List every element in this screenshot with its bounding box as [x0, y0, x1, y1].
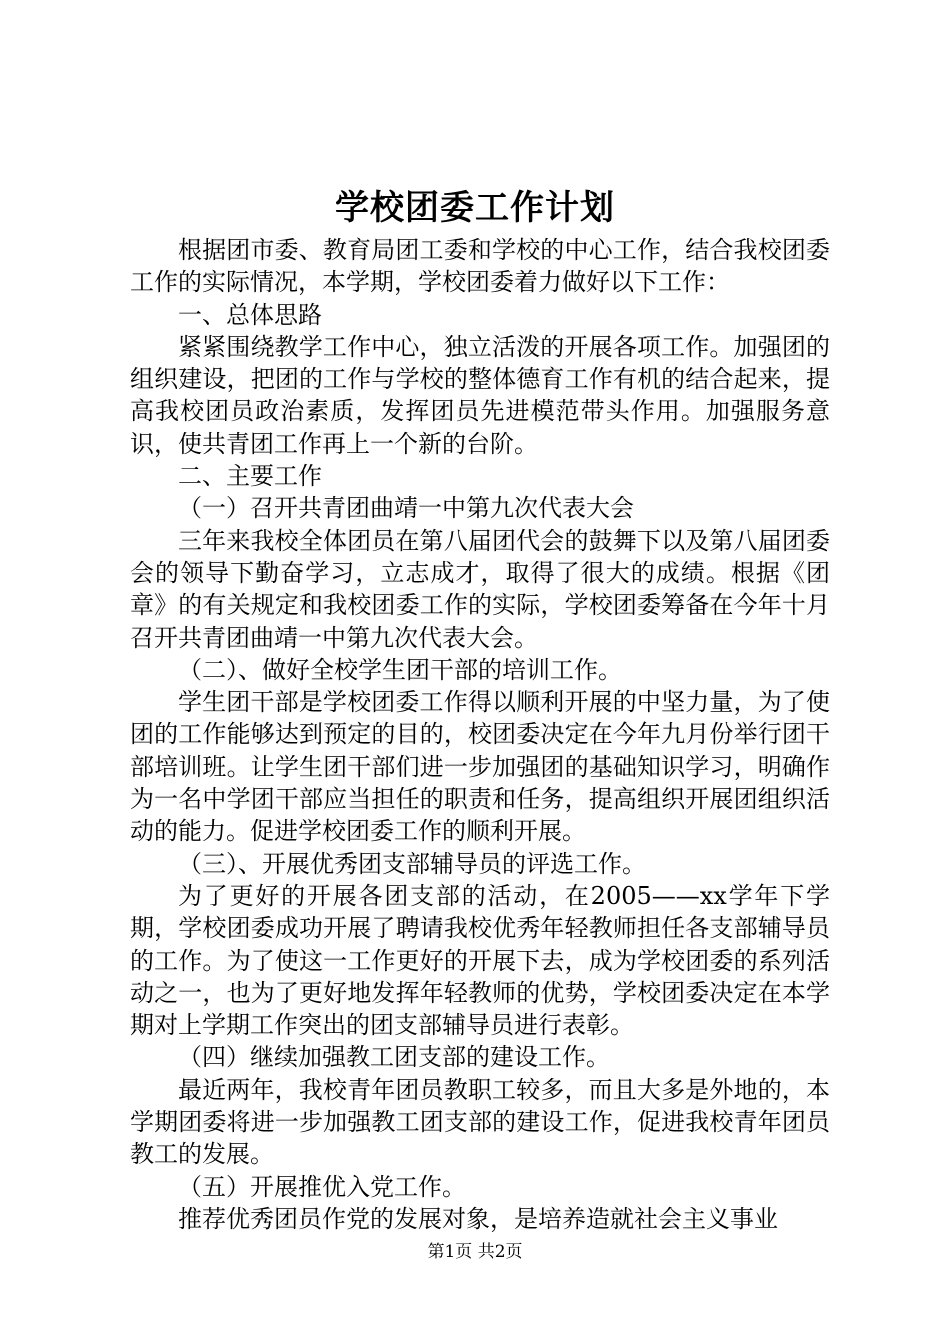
subheading-party-recommendation: （五）开展推优入党工作。 [178, 1172, 466, 1201]
heading-overall-approach: 一、总体思路 [178, 300, 322, 329]
paragraph-party-recommendation: 推荐优秀团员作党的发展对象，是培养造就社会主义事业 [178, 1204, 778, 1233]
subheading-counselor-selection: （三）、开展优秀团支部辅导员的评选工作。 [178, 849, 646, 878]
paragraph-intro: 根据团市委、教育局团工委和学校的中心工作，结合我校团委工作的实际情况，本学期，学校团委着力做好以下工作： [130, 236, 830, 297]
paragraph-congress: 三年来我校全体团员在第八届团代会的鼓舞下以及第八届团委会的领导下勤奋学习，立志成才，取得了很大的成绩。根据《团章》的有关规定和我校团委工作的实际，学校团委筹备在今年十月召开共青团曲靖一中第九次代表大会。 [130, 526, 830, 652]
paragraph-counselor-selection: 为了更好的开展各团支部的活动，在2005——xx学年下学期，学校团委成功开展了聘请我校优秀年轻教师担任各支部辅导员的工作。为了使这一工作更好的开展下去，成为学校团委的系列活动之一，也为了更好地发挥年轻教师的优势，学校团委决定在本学期对上学期工作突出的团支部辅导员进行表彰。 [130, 881, 830, 1040]
page-footer: 第1页 共2页 [427, 1242, 523, 1262]
paragraph-staff-branch: 最近两年，我校青年团员教职工较多，而且大多是外地的，本学期团委将进一步加强教工团支部的建设工作，促进我校青年团员教工的发展。 [130, 1075, 830, 1169]
heading-main-work: 二、主要工作 [178, 462, 322, 491]
subheading-congress: （一）召开共青团曲靖一中第九次代表大会 [178, 494, 634, 523]
subheading-cadre-training: （二）、做好全校学生团干部的培训工作。 [178, 655, 622, 684]
paragraph-cadre-training: 学生团干部是学校团委工作得以顺利开展的中坚力量，为了使团的工作能够达到预定的目的，校团委决定在今年九月份举行团干部培训班。让学生团干部们进一步加强团的基础知识学习，明确作为一名中学团干部应当担任的职责和任务，提高组织开展团组织活动的能力。促进学校团委工作的顺利开展。 [130, 688, 830, 846]
document-title: 学校团委工作计划 [335, 188, 615, 228]
subheading-staff-branch: （四）继续加强教工团支部的建设工作。 [178, 1043, 610, 1072]
document-body [130, 234, 830, 1235]
paragraph-overall-approach: 紧紧围绕教学工作中心，独立活泼的开展各项工作。加强团的组织建设，把团的工作与学校的整体德育工作有机的结合起来，提高我校团员政治素质，发挥团员先进模范带头作用。加强服务意识，使共青团工作再上一个新的台阶。 [130, 332, 830, 458]
